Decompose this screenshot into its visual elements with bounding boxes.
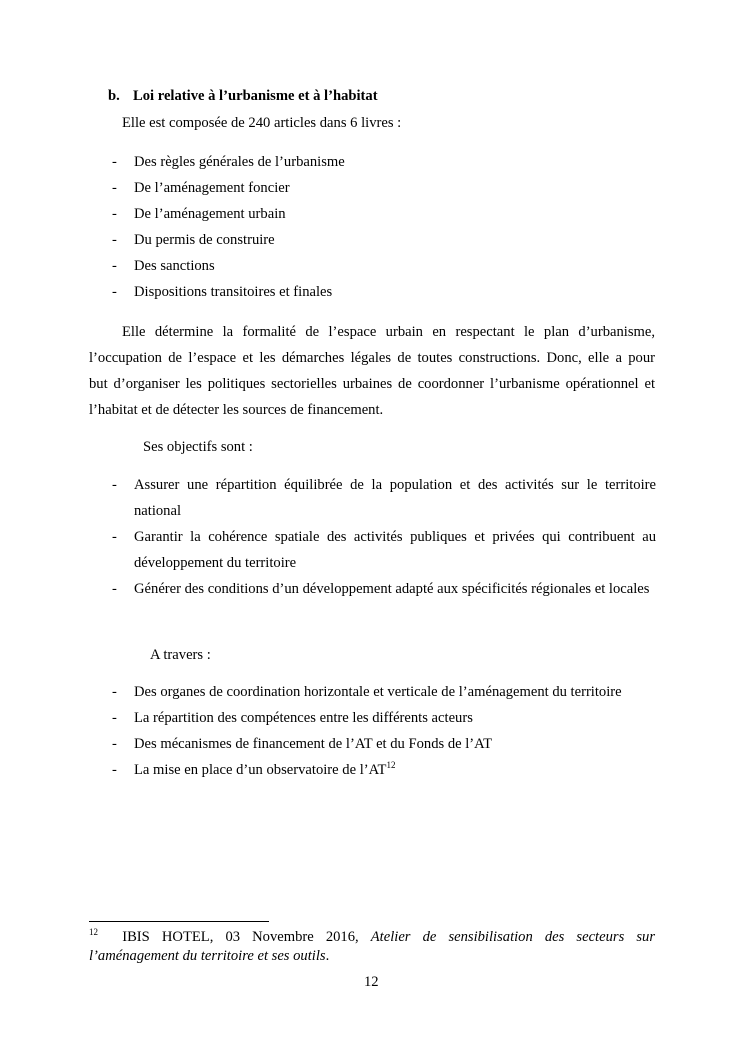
paragraph-line: l’occupation de l’espace et les démarches légales de toutes constructions. Donc, elle a pour — [89, 350, 655, 366]
list-item: Des mécanismes de financement de l’AT et du Fonds de l’AT — [134, 736, 492, 752]
section-number: b. — [108, 88, 120, 104]
list-bullet: - — [112, 284, 117, 300]
footnote-title-continued: l’aménagement du territoire et ses outils — [89, 948, 326, 964]
list-item: Dispositions transitoires et finales — [134, 284, 333, 300]
section-intro: Elle est composée de 240 articles dans 6 livres : — [122, 115, 402, 131]
footnote-line — [89, 928, 655, 947]
list-item: De l’aménagement foncier — [134, 180, 290, 196]
list-bullet: - — [112, 762, 117, 778]
list-bullet: - — [112, 206, 117, 222]
footnote-number: 12 — [89, 927, 98, 937]
list-item: Du permis de construire — [134, 232, 275, 248]
list-bullet: - — [112, 529, 117, 545]
list-bullet: - — [112, 736, 117, 752]
list-item: Assurer une répartition équilibrée de la population et des activités sur le territoire national — [134, 477, 656, 519]
objectifs-label: Ses objectifs sont : — [143, 439, 253, 455]
list-item — [134, 762, 395, 779]
footnote-separator — [89, 921, 269, 922]
section-title: Loi relative à l’urbanisme et à l’habitat — [133, 88, 378, 104]
list-bullet: - — [112, 232, 117, 248]
list-bullet: - — [112, 477, 117, 493]
list-item: Générer des conditions d’un développement adapté aux spécificités régionales et locales — [134, 581, 650, 597]
list-item: De l’aménagement urbain — [134, 206, 286, 222]
moyens-label: A travers : — [150, 647, 211, 663]
list-item-text: La mise en place d’un observatoire de l’AT — [134, 762, 387, 778]
paragraph-line: l’habitat et de détecter les sources de financement. — [89, 402, 384, 418]
list-bullet: - — [112, 710, 117, 726]
section-heading — [108, 88, 378, 105]
list-bullet: - — [112, 180, 117, 196]
paragraph-line: but d’organiser les politiques sectorielles urbaines de coordonner l’urbanisme opérationnel et — [89, 376, 655, 392]
body-paragraph — [89, 319, 655, 423]
list-bullet: - — [112, 684, 117, 700]
footnote — [89, 928, 655, 966]
list-item: La répartition des compétences entre les différents acteurs — [134, 710, 473, 726]
list-item: Des sanctions — [134, 258, 215, 274]
list-item: Garantir la cohérence spatiale des activités publiques et privées qui contribuent au développement du territoire — [134, 529, 656, 571]
list-item: Des règles générales de l’urbanisme — [134, 154, 345, 170]
list-bullet: - — [112, 154, 117, 170]
paragraph-line: Elle détermine la formalité de l’espace urbain en respectant le plan d’urbanisme, — [122, 324, 655, 340]
list-item: Des organes de coordination horizontale et verticale de l’aménagement du territoire — [134, 684, 622, 700]
list-bullet: - — [112, 258, 117, 274]
footnote-source: IBIS HOTEL, 03 Novembre 2016, — [122, 929, 371, 945]
footnote-reference[interactable]: 12 — [386, 760, 396, 770]
list-bullet: - — [112, 581, 117, 597]
footnote-end: . — [325, 948, 330, 964]
footnote-line — [89, 947, 655, 966]
page-number: 12 — [364, 974, 379, 990]
footnote-title: Atelier de sensibilisation des secteurs sur — [370, 929, 655, 945]
